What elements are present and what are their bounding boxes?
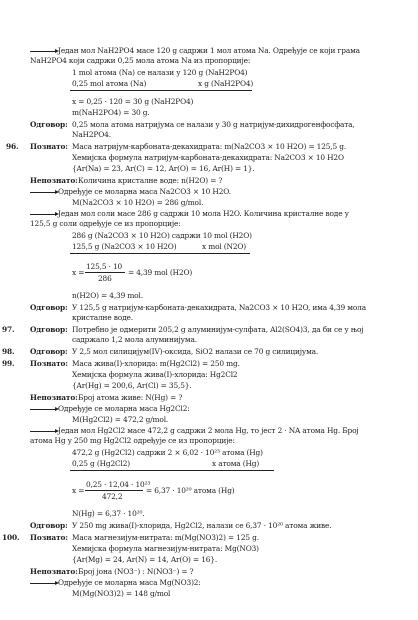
unknown-text: Количина кристалне воде: n(H2O) = ?: [78, 176, 223, 185]
answer-text: Потребно је одмерити 205,2 g алуминијум-сулфата, Al2(SO4)3, да би се у њој: [72, 325, 364, 334]
known-text: Маса натријум-карбоната-декахидрата: m(Na2CO3 × 10 H2O) = 125,5 g.: [72, 142, 347, 151]
text: Један мол соли масе 286 g садржи 10 мола H2O. Количина кристалне воде у: [58, 209, 349, 218]
rule: [70, 90, 252, 91]
line-43: [30, 578, 201, 587]
calc-2-x: x =: [72, 268, 85, 277]
unknown-text: Број јона (NO3⁻) : N(NO3⁻) = ?: [78, 567, 194, 576]
known-label: Познато:: [30, 359, 68, 368]
arrow-icon: [30, 214, 56, 215]
arrow-icon: [30, 583, 56, 584]
answer-label: Одговор:: [30, 325, 68, 334]
calc-2-numerator: 125,5 · 10: [86, 262, 123, 271]
formula-text: Хемијска формула натријум-карбоната-декахидрата: Na2CO3 × 10 H2O: [72, 153, 344, 162]
known-label: Познато:: [30, 533, 68, 542]
unknown-text: Број атома живе: N(Hg) = ?: [78, 393, 183, 402]
known-label: Познато:: [30, 142, 68, 151]
atomic-masses: {Ar(Na) = 23, Ar(C) = 12, Ar(O) = 16, Ar(H) = 1}.: [72, 164, 255, 173]
answer-text-cont: NaH2PO4.: [72, 130, 111, 139]
proportion-1-bottom-right: x g (NaH2PO4): [198, 79, 254, 88]
line-16: 125,5 g соли одређује се из пропорције:: [30, 219, 181, 228]
answer-label: Одговор:: [30, 347, 68, 356]
proportion-2-top: 286 g (Na2CO3 × 10 H2O) садржи 10 mol (H2O): [72, 231, 252, 240]
molar-mass-4: M(Mg(NO3)2) = 148 g/mol: [72, 589, 171, 598]
result-1: m(NaH2PO4) = 30 g.: [72, 108, 150, 117]
proportion-2-bottom-right: x mol (N2O): [202, 242, 247, 251]
proportion-3-top: 472,2 g (Hg2Cl2) садржи 2 × 6,02 · 10²³ атома (Hg): [72, 448, 263, 457]
unknown-label: Непознато:: [30, 176, 78, 185]
line-13: [30, 187, 231, 196]
proportion-1-bottom-left: 0,25 mol атома (Na): [72, 79, 147, 88]
formula-text: Хемијска формула магнезијум-нитрата: Mg(NO3): [72, 544, 259, 553]
text: Одређује се моларна маса Hg2Cl2:: [58, 404, 190, 413]
answer-text: У 125,5 g натријум-карбоната-декахидрата, Na2CO3 × 10 H2O, има 4,39 мола: [72, 303, 366, 312]
unknown-label: Непознато:: [30, 393, 78, 402]
line-15: [30, 209, 349, 218]
molar-mass-1: M(Na2CO3 × 10 H2O) = 286 g/mol.: [72, 198, 204, 207]
fraction-bar: [85, 272, 125, 273]
problem-number: 98.: [2, 347, 15, 356]
molar-mass-3: M(Hg2Cl2) = 472,2 g/mol.: [72, 415, 169, 424]
calc-2-denominator: 286: [98, 274, 112, 283]
arrow-icon: [30, 409, 56, 410]
proportion-3-bottom-left: 0,25 g (Hg2Cl2): [72, 459, 131, 468]
atomic-masses: {Ar(Mg) = 24, Ar(N) = 14, Ar(O) = 16}.: [72, 555, 218, 564]
line-02: NaH2PO4 који садржи 0,25 мола атома Na из пропорције:: [30, 56, 251, 65]
line-33: атома Hg у 250 mg Hg2Cl2 одређује се из пропорције:: [30, 436, 235, 445]
line-01: [30, 46, 360, 55]
answer-label: Одговор:: [30, 120, 68, 129]
rule: [70, 253, 250, 254]
proportion-1-top: 1 mol атома (Na) се налази у 120 g (NaH2PO4): [72, 68, 248, 77]
atomic-masses: {Ar(Hg) = 200,6, Ar(Cl) = 35,5}.: [72, 381, 192, 390]
text: Одређује се моларна маса Mg(NO3)2:: [58, 578, 201, 587]
text: Један мол Hg2Cl2 масе 472,2 g садржи 2 мола Hg, то јест 2 · NA атома Hg. Број: [58, 426, 359, 435]
answer-label: Одговор:: [30, 521, 68, 530]
calc-3-x: x =: [72, 486, 85, 495]
line-30: [30, 404, 190, 413]
answer-text-cont: кристалне воде.: [72, 313, 133, 322]
problem-number: 97.: [2, 325, 15, 334]
problem-number: 96.: [6, 142, 19, 151]
calc-3-result: = 6,37 · 10²⁰ атома (Hg): [146, 486, 235, 495]
arrow-icon: [30, 192, 56, 193]
text: Један мол NaH2PO4 масе 120 g садржи 1 мол атома Na. Одређује се који грама: [58, 46, 360, 55]
known-text: Маса магнезијум-нитрата: m(Mg(NO3)2) = 125 g.: [72, 533, 259, 542]
calc-3-denominator: 472,2: [102, 492, 123, 501]
arrow-icon: [30, 431, 56, 432]
answer-text: У 2,5 мол силицијум(IV)-оксида, SiO2 налази се 70 g силицијума.: [72, 347, 319, 356]
proportion-3-bottom-right: x атома (Hg): [212, 459, 260, 468]
text: Одређује се моларна маса Na2CO3 × 10 H2O.: [58, 187, 231, 196]
fraction-bar: [85, 490, 143, 491]
calc-2-result: = 4,39 mol (H2O): [128, 268, 193, 277]
problem-number: 99.: [2, 359, 15, 368]
answer-text: 0,25 мола атома натријума се налази у 30 g натријум-дихидрогенфосфата,: [72, 120, 355, 129]
result-2: n(H2O) = 4,39 mol.: [72, 291, 143, 300]
formula-text: Хемијска формула жива(I)-хлорида: Hg2Cl2: [72, 370, 238, 379]
answer-label: Одговор:: [30, 303, 68, 312]
answer-text-cont: садржало 1,2 мола алуминијума.: [72, 335, 197, 344]
problem-number: 100.: [2, 533, 20, 542]
proportion-2-bottom-left: 125,5 g (Na2CO3 × 10 H2O): [72, 242, 177, 251]
known-text: Маса жива(I)-хлорида: m(Hg2Cl2) = 250 mg.: [72, 359, 240, 368]
line-32: [30, 426, 359, 435]
calc-3-numerator: 0,25 · 12,04 · 10²³: [86, 480, 151, 489]
answer-text: У 250 mg жива(I)-хлорида, Hg2Cl2, налази се 6,37 · 10²⁰ атома живе.: [72, 521, 332, 530]
arrow-icon: [30, 51, 56, 52]
calc-1: x = 0,25 · 120 = 30 g (NaH2PO4): [72, 97, 194, 106]
result-3: N(Hg) = 6,37 · 10²⁰.: [72, 509, 145, 518]
rule: [70, 470, 274, 471]
unknown-label: Непознато:: [30, 567, 78, 576]
